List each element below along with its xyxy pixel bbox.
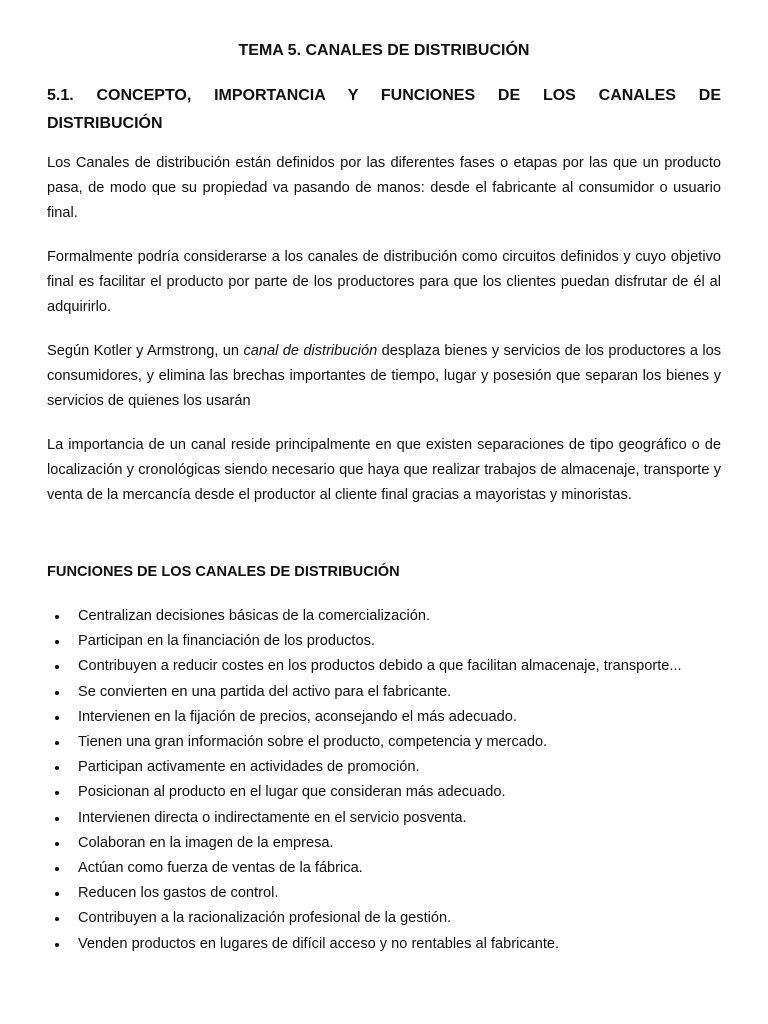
list-item	[47, 780, 721, 805]
list-item	[47, 604, 721, 629]
list-item-text: Intervienen en la fijación de precios, aconsejando el más adecuado.	[78, 708, 517, 725]
bullet-icon	[55, 665, 59, 669]
list-item-text: Venden productos en lugares de difícil acceso y no rentables al fabricante.	[78, 935, 560, 952]
list-item	[47, 831, 721, 856]
list-item	[47, 730, 721, 755]
functions-heading: FUNCIONES DE LOS CANALES DE DISTRIBUCIÓN	[47, 564, 400, 580]
bullet-icon	[55, 867, 59, 871]
list-item	[47, 856, 721, 881]
bullet-icon	[55, 691, 59, 695]
list-item	[47, 629, 721, 654]
list-item-text: Reducen los gastos de control.	[78, 885, 279, 902]
bullet-icon	[55, 917, 59, 921]
paragraph-formal-definition: Formalmente podría considerarse a los canales de distribución como circuitos definidos y cuyo objetivo final es facilitar el producto por parte de los productores para que los clientes puedan disfrutar de él al adquirirlo.	[47, 249, 721, 315]
list-item-text: Se convierten en una partida del activo para el fabricante.	[78, 683, 452, 700]
list-item-text: Actúan como fuerza de ventas de la fábrica.	[78, 860, 363, 877]
list-item-text: Centralizan decisiones básicas de la comercialización.	[78, 608, 431, 624]
list-item-text: Participan en la financiación de los productos.	[78, 633, 375, 650]
paragraph-kotler	[47, 339, 721, 414]
bullet-icon	[55, 741, 59, 745]
bullet-icon	[55, 892, 59, 896]
list-item-text: Contribuyen a la racionalización profesional de la gestión.	[78, 910, 452, 927]
list-item-text: Tienen una gran información sobre el producto, competencia y mercado.	[78, 734, 548, 751]
list-item-text: Colaboran en la imagen de la empresa.	[78, 834, 334, 851]
bullet-icon	[55, 716, 59, 720]
list-item	[47, 881, 721, 906]
bullet-icon	[55, 615, 59, 619]
bullet-icon	[55, 791, 59, 795]
functions-list	[47, 604, 721, 957]
paragraph-importance: La importancia de un canal reside principalmente en que existen separaciones de tipo geográfico o de localización y cronológicas siendo necesario que haya que realizar trabajos de almacenaje, transporte y venta de la mercancía desde el productor al cliente final gracias a mayoristas y minoristas.	[47, 437, 721, 503]
bullet-icon	[55, 943, 59, 947]
document-title: TEMA 5. CANALES DE DISTRIBUCIÓN	[238, 42, 530, 59]
kotler-text-start: Según Kotler y Armstrong, un	[47, 343, 244, 359]
list-item-text: Posicionan al producto en el lugar que consideran más adecuado.	[78, 784, 506, 801]
kotler-emphasis: canal de distribución	[243, 343, 378, 359]
list-item-text: Intervienen directa o indirectamente en el servicio posventa.	[78, 809, 467, 826]
list-item	[47, 705, 721, 730]
bullet-icon	[55, 817, 59, 821]
list-item	[47, 806, 721, 831]
list-item-text: Participan activamente en actividades de promoción.	[78, 759, 420, 776]
list-item	[47, 654, 721, 679]
list-item	[47, 755, 721, 780]
kotler-text-end: desplaza bienes y servicios de los productores a los consumidores, y elimina las brechas importantes de tiempo, lugar y posesión que separan los bienes y servicios de quienes los usarán	[47, 343, 722, 409]
section-subtitle: 5.1. CONCEPTO, IMPORTANCIA Y FUNCIONES DE LOS CANALES DE DISTRIBUCIÓN	[47, 87, 721, 132]
list-item	[47, 932, 721, 957]
bullet-icon	[55, 842, 59, 846]
bullet-icon	[55, 640, 59, 644]
bullet-icon	[55, 766, 59, 770]
list-item	[47, 906, 721, 931]
list-item-text: Contribuyen a reducir costes en los productos debido a que facilitan almacenaje, transporte...	[78, 658, 682, 675]
paragraph-definition: Los Canales de distribución están definidos por las diferentes fases o etapas por las que un producto pasa, de modo que su propiedad va pasando de manos: desde el fabricante al consumidor o usuario final.	[47, 155, 721, 221]
list-item	[47, 680, 721, 705]
